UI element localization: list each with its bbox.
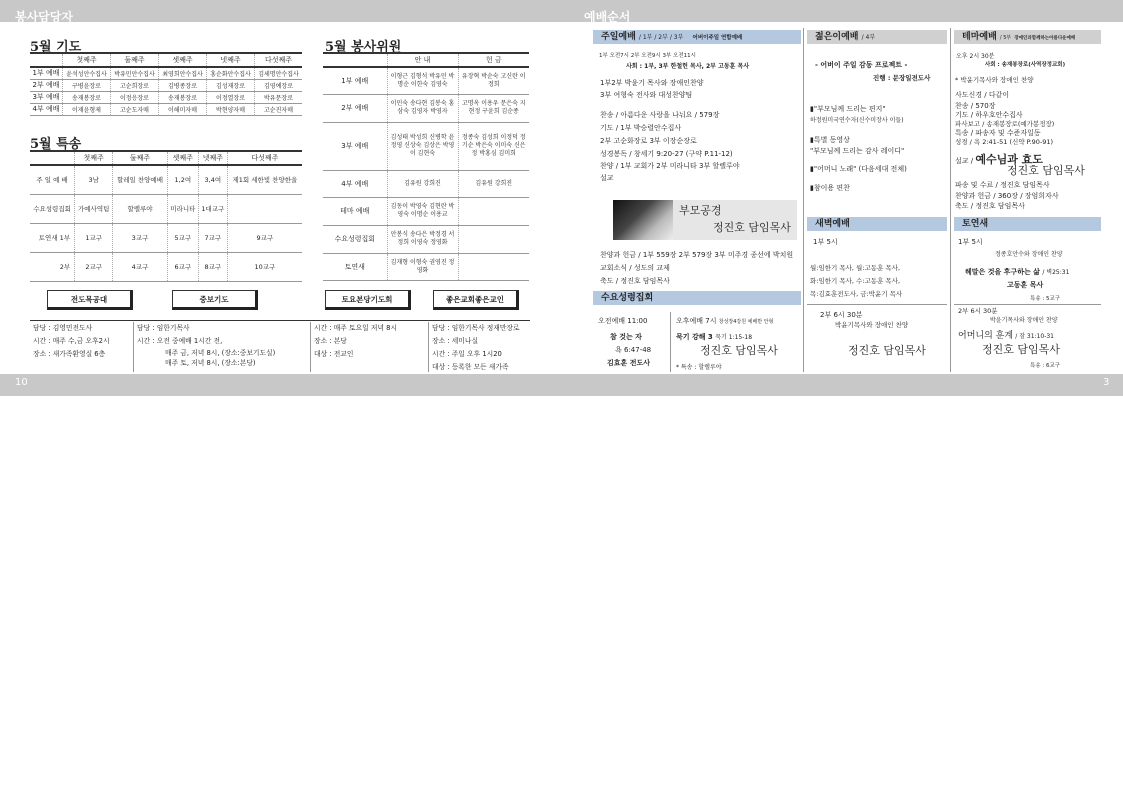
prayer-cell: 이정응장로 [110, 91, 158, 103]
special-cell [227, 194, 302, 223]
volunteer-cell: 1부 예배 [323, 67, 387, 94]
sunday-line-5: 2부 고순화장로 3부 이장순장로 [600, 137, 697, 145]
special-cell: 3남 [75, 165, 113, 194]
sunday-line-8: 설교 [600, 174, 614, 182]
theme-after-2: 찬양과 헌금 / 360장 / 장엄희자사 [955, 192, 1059, 200]
prayer-cell: 김병종장로 [159, 79, 207, 91]
prayer-cell: 이정열장로 [207, 91, 255, 103]
volunteer-title: 5월 봉사위원 [325, 40, 402, 55]
special-header-cell: 다섯째주 [227, 151, 302, 165]
toyeon-p1-note: 특송 : 5교구 [1030, 296, 1061, 302]
special-cell: 2교구 [75, 252, 113, 281]
volunteer-row [323, 253, 529, 280]
sunday-line-1: 1부2부 박윤기 목사와 장애인찬양 [600, 79, 704, 87]
theme-leader: 사회 : 송재봉장로(사역장정교회) [985, 62, 1066, 68]
young-item-4: "부모님께 드리는 감사 레이디" [810, 147, 905, 155]
prayer-cell: 박유문장로 [255, 91, 302, 103]
volunteer-table [323, 52, 529, 281]
prayer-cell: 박유민안수집사 [110, 67, 158, 79]
special-cell: 4교구 [113, 252, 167, 281]
wed-pm-title: 묵기 강해 3 묵기 1:15-18 [676, 333, 753, 341]
special-header-cell: 첫째주 [75, 151, 113, 165]
prayer-row [30, 67, 302, 79]
sunday-line-6: 성경봉독 / 창세기 9:20-27 (구약 P.11-12) [600, 150, 733, 158]
theme-time: 오후 2시 30분 [956, 53, 995, 60]
wed-am-ref: 욕 6:47-48 [615, 346, 652, 354]
prayer-cell: 3부 예배 [30, 91, 62, 103]
special-cell: 9교구 [227, 223, 302, 252]
special-cell: 3,4여 [198, 165, 227, 194]
theme-service-bar: 테마예배 / 5부 장애인과함께하는아름다운예배 [954, 30, 1101, 44]
volunteer-cell: 토연새 [323, 253, 387, 280]
volunteer-cell: 안봉식 송다은 박정경 서정희 이영숙 정영화 [387, 225, 458, 253]
special-cell: 10교구 [227, 252, 302, 281]
prayer-cell: 고순도자매 [110, 103, 158, 115]
evangelism-button[interactable]: 전도목공대 [47, 290, 133, 310]
volunteer-row [323, 197, 529, 225]
toyeon-service-bar: 토연새 [954, 217, 1101, 231]
young-adult-service-bar: 젊은이예배 / 4부 [807, 30, 947, 44]
theme-line-2: 사도신경 / 다같이 [955, 91, 1010, 99]
wed-am-preacher: 김효훈 전도사 [607, 359, 651, 367]
sunday-times: 1부 오전7시 2부 오전9시 3부 오전11시 [599, 53, 696, 59]
page-number-right: 3 [1103, 377, 1110, 388]
volunteer-header-cell: 안 내 [387, 53, 458, 67]
volunteer-cell: 유장혁 박순숙 고신란 이정희 [458, 67, 529, 94]
prayer-cell: 김세명안수집사 [255, 67, 302, 79]
prayer-cell: 송재봉장로 [159, 91, 207, 103]
prayer-cell: 2부 예배 [30, 79, 62, 91]
volunteer-row [323, 122, 529, 170]
bottom-footer-bar [0, 374, 1123, 396]
sermon-photo [613, 200, 673, 240]
prayer-header-cell [30, 53, 62, 67]
special-cell: 7교구 [198, 223, 227, 252]
prayer-cell: 이해미자매 [159, 103, 207, 115]
dawn-preacher: 정진호 담임목사 [848, 344, 926, 357]
special-header-cell: 셋째주 [167, 151, 198, 165]
prayer-header-cell: 셋째주 [159, 53, 207, 67]
volunteer-cell [458, 197, 529, 225]
volunteer-cell [458, 225, 529, 253]
volunteer-row [323, 67, 529, 94]
special-header-cell: 넷째주 [198, 151, 227, 165]
volunteer-cell: 고명옥 이용우 문은숙 지현정 구윤희 김순종 [458, 94, 529, 122]
prayer-header-cell: 둘째주 [110, 53, 158, 67]
theme-line-7: 성경 / 욕 2:41-51 (신약 P.90-91) [955, 138, 1054, 146]
prayer-cell: 고순진자매 [255, 103, 302, 115]
prayer-cell: 고순희장로 [110, 79, 158, 91]
prayer-row [30, 91, 302, 103]
theme-line-3: 찬송 / 570장 [955, 102, 996, 110]
special-toyeon-row [30, 252, 302, 281]
prayer-cell: 4부 예배 [30, 103, 62, 115]
volunteer-cell: 수요성령집회 [323, 225, 387, 253]
sunday-sermon-preacher: 정진호 담임목사 [713, 221, 791, 234]
wed-pm-time: 오후예배 7시 창성장4강원 예배반 안형 [676, 317, 774, 325]
good-church-button[interactable]: 좋은교회좋은교인 [433, 290, 519, 310]
sunday-sermon-title: 부모공경 [679, 204, 722, 217]
sunday-after-1: 찬양과 헌금 / 1부 559장 2부 579장 3부 미주경 종선에 박치원 [600, 251, 794, 259]
toyeon-part2: 2부 6시 30분 [958, 307, 998, 315]
info-block-saturday: 시간 : 매주 토요일 저녁 8시 장소 : 본당 대상 : 전교인 [314, 324, 398, 358]
special-cell: 1,2여 [167, 165, 198, 194]
prayer-title: 5월 기도 [30, 40, 82, 55]
prayer-header-row [30, 53, 302, 67]
intercession-button[interactable]: 중보기도 [172, 290, 258, 310]
young-program-title: - 어버이 주일 감동 프로젝트 - [815, 61, 908, 69]
sunday-line-4: 기도 / 1부 박승렬안수집사 [600, 124, 682, 132]
prayer-cell: 박현양자매 [207, 103, 255, 115]
volunteer-cell: 김재형 이형숙 권영진 정영화 [387, 253, 458, 280]
special-cell: 할레일 찬양예배 [113, 165, 167, 194]
left-header-title: 봉사담당자 [15, 10, 73, 24]
special-cell: 제1회 세한빛 찬양한울 [227, 165, 302, 194]
volunteer-cell: 김유원 강희진 [387, 170, 458, 197]
volunteer-cell: 테마 예배 [323, 197, 387, 225]
volunteer-row [323, 170, 529, 197]
volunteer-header-cell: 헌 금 [458, 53, 529, 67]
prayer-cell: 구병윤장로 [62, 79, 110, 91]
volunteer-cell: 정종숙 김성희 이정덕 정기순 박은숙 이미숙 신은정 박홍심 김미희 [458, 122, 529, 170]
volunteer-cell [458, 253, 529, 280]
info-block-intercession: 담당 : 임한기목사 시간 : 오전 중예배 1시간 전, 매주 금, 저녁 8시, (장소:중보기도실) 매주 토, 저녁 8시, (장소:본당) [137, 324, 276, 367]
sunday-line-7: 찬양 / 1부 교회가 2부 미라니타 3부 할렐루야 [600, 162, 740, 170]
sunday-service-bar: 주일예배 / 1부 / 2부 / 3부 어버이주일 연합예배 [593, 30, 801, 44]
prayer-table [30, 52, 302, 116]
toyeon-p1-line: 정종호안수와 장애인 찬양 [995, 251, 1063, 258]
wednesday-service-bar: 수요성령집회 [593, 291, 801, 305]
volunteer-cell: 김성태 박성희 신병학 윤정영 신상숙 김상은 박영이 김현숙 [387, 122, 458, 170]
page-divider [561, 22, 562, 374]
prayer-cell: 김성재장로 [207, 79, 255, 91]
young-host: 진행 : 문장일전도사 [873, 74, 931, 82]
dawn-line-2: 화:임한기 목사, 수:고동훈 목사, [810, 277, 901, 285]
page-number-left: 10 [15, 377, 28, 388]
toyeon-p2-title: 어머니의 훈계 / 잠 31:10-31 [958, 331, 1054, 341]
theme-line-4: 기도 / 하우호안수집사 [955, 111, 1023, 119]
special-cell: 5교구 [167, 223, 198, 252]
info-block-evangelism: 담당 : 김영민전도사 시간 : 매주 수,금 오후2시 장소 : 새가족환영실 6층 [33, 324, 110, 358]
young-item-5: ▮"어머니 노래" (다음세대 전체) [810, 165, 907, 173]
special-cell: 주 일 예 배 [30, 165, 75, 194]
volunteer-cell: 3부 예배 [323, 122, 387, 170]
special-cell: 1대교구 [198, 194, 227, 223]
prayer-cell: 송재봉장로 [62, 91, 110, 103]
special-cell: 6교구 [167, 252, 198, 281]
toyeon-p1-title: 헤말은 것을 후구하는 삶 / 벽25:31 [965, 268, 1070, 276]
special-cell: 8교구 [198, 252, 227, 281]
sunday-line-2: 3부 여형숙 전사와 대성찬양팀 [600, 91, 693, 99]
special-row [30, 165, 302, 194]
wed-am-time: 오전예배 11:00 [598, 317, 648, 325]
special-header-cell: 둘째주 [113, 151, 167, 165]
prayer-cell: 최영희안수집사 [159, 67, 207, 79]
top-header-bar [0, 0, 1123, 22]
theme-sermon: 설교 / 예수님과 효도 [955, 153, 1043, 166]
dawn-part2: 2부 6시 30분 [820, 311, 863, 319]
info-top-rule [30, 320, 530, 321]
toyeon-p2-preacher: 정진호 담임목사 [982, 343, 1060, 356]
theme-line-6: 특송 / 파송자 및 수준자일동 [955, 129, 1041, 137]
special-cell: 토연새 1부 [30, 223, 75, 252]
prayer-cell: 이재윤형제 [62, 103, 110, 115]
volunteer-cell: 이형근 김형석 박유민 박명순 이한숙 김영숙 [387, 67, 458, 94]
special-toyeon-row [30, 223, 302, 252]
info-block-good-church: 담당 : 임한기목사 정재만장로 장소 : 세미나실 시간 : 주일 오후 1시20 대상 : 등록한 모든 새가족 [432, 324, 520, 371]
young-item-3: ▮특별 동영상 [810, 136, 850, 144]
saturday-prayer-button[interactable]: 토요본당기도회 [325, 290, 411, 310]
dawn-service-bar: 새벽예배 [807, 217, 947, 231]
prayer-header-cell: 다섯째주 [255, 53, 302, 67]
volunteer-cell: 김유원 강희진 [458, 170, 529, 197]
toyeon-p1-preacher: 고동훈 목사 [1007, 281, 1044, 289]
young-item-6: ▮참이용 편찬 [810, 184, 850, 192]
prayer-cell: 김영예장로 [255, 79, 302, 91]
dawn-line-1: 월:임한기 목사, 월:고동훈 목사, [810, 264, 901, 272]
special-header-row [30, 151, 302, 165]
prayer-header-cell: 첫째주 [62, 53, 110, 67]
sunday-line-3: 찬송 / 아름다운 사랑을 나눠요 / 579장 [600, 111, 720, 119]
special-cell: 가예사역팀 [75, 194, 113, 223]
dawn-part2-note: 박윤기목사와 장애인 찬양 [835, 321, 909, 329]
wed-am-title: 참 것는 자 [610, 333, 642, 341]
sunday-after-2: 교회소식 / 성도의 교제 [600, 264, 670, 272]
special-song-table [30, 150, 302, 282]
volunteer-cell: 2부 예배 [323, 94, 387, 122]
special-row [30, 194, 302, 223]
volunteer-cell: 김동이 박영숙 김현란 박영숙 이명순 이용교 [387, 197, 458, 225]
volunteer-row [323, 94, 529, 122]
right-header-title: 예배순서 [584, 10, 631, 24]
theme-sermon-preacher: 정진호 담임목사 [1007, 164, 1085, 177]
toyeon-p2-note: 특송 : 6교구 [1030, 363, 1061, 369]
dawn-line-3: 목:김효훈전도사, 금:박윤기 목사 [810, 290, 903, 298]
special-title: 5월 특송 [30, 137, 82, 152]
wed-pm-preacher: 정진호 담임목사 [700, 344, 778, 357]
volunteer-row [323, 225, 529, 253]
dawn-part1: 1부 5시 [813, 238, 838, 246]
special-cell: 2부 [30, 252, 75, 281]
prayer-cell: 윤석성안수집사 [62, 67, 110, 79]
wed-pm-note: * 특송 : 할렐루야 [676, 364, 722, 371]
theme-line-5: 파사보고 / 송재봉장로(예가봉정장) [955, 120, 1055, 128]
theme-line-1: * 박윤기목사와 장애인 찬양 [955, 76, 1034, 84]
sunday-leader: 사회 : 1부, 3부 한철헌 목사, 2부 고동훈 목사 [626, 63, 750, 70]
toyeon-part1: 1부 5시 [958, 238, 983, 246]
volunteer-header-cell [323, 53, 387, 67]
volunteer-cell: 4부 예배 [323, 170, 387, 197]
special-cell: 미라니타 [167, 194, 198, 223]
theme-after-3: 축도 / 정진호 담임목사 [955, 202, 1025, 210]
sermon-banner [613, 200, 797, 240]
toyeon-part2-note: 박윤기목사와 장애인 찬양 [990, 317, 1058, 324]
prayer-row [30, 79, 302, 91]
special-header-cell [30, 151, 75, 165]
special-cell: 1교구 [75, 223, 113, 252]
volunteer-header-row [323, 53, 529, 67]
prayer-cell: 홍순화안수집사 [207, 67, 255, 79]
young-item-1: ▮"부모님께 드리는 편지" [810, 105, 886, 113]
prayer-header-cell: 넷째주 [207, 53, 255, 67]
special-cell: 할렐루야 [113, 194, 167, 223]
sunday-after-3: 축도 / 정진호 담임목사 [600, 277, 670, 285]
prayer-row [30, 103, 302, 115]
special-cell: 수요성령집회 [30, 194, 75, 223]
special-cell: 3교구 [113, 223, 167, 252]
young-item-2: 하정원미국연수자(신수미장사 이들) [810, 117, 904, 124]
prayer-cell: 1부 예배 [30, 67, 62, 79]
theme-after-1: 파송 및 수료 / 정진호 담임목사 [955, 181, 1050, 189]
volunteer-cell: 이민숙 송다현 김봉숙 홍삼숙 김영자 박영자 [387, 94, 458, 122]
